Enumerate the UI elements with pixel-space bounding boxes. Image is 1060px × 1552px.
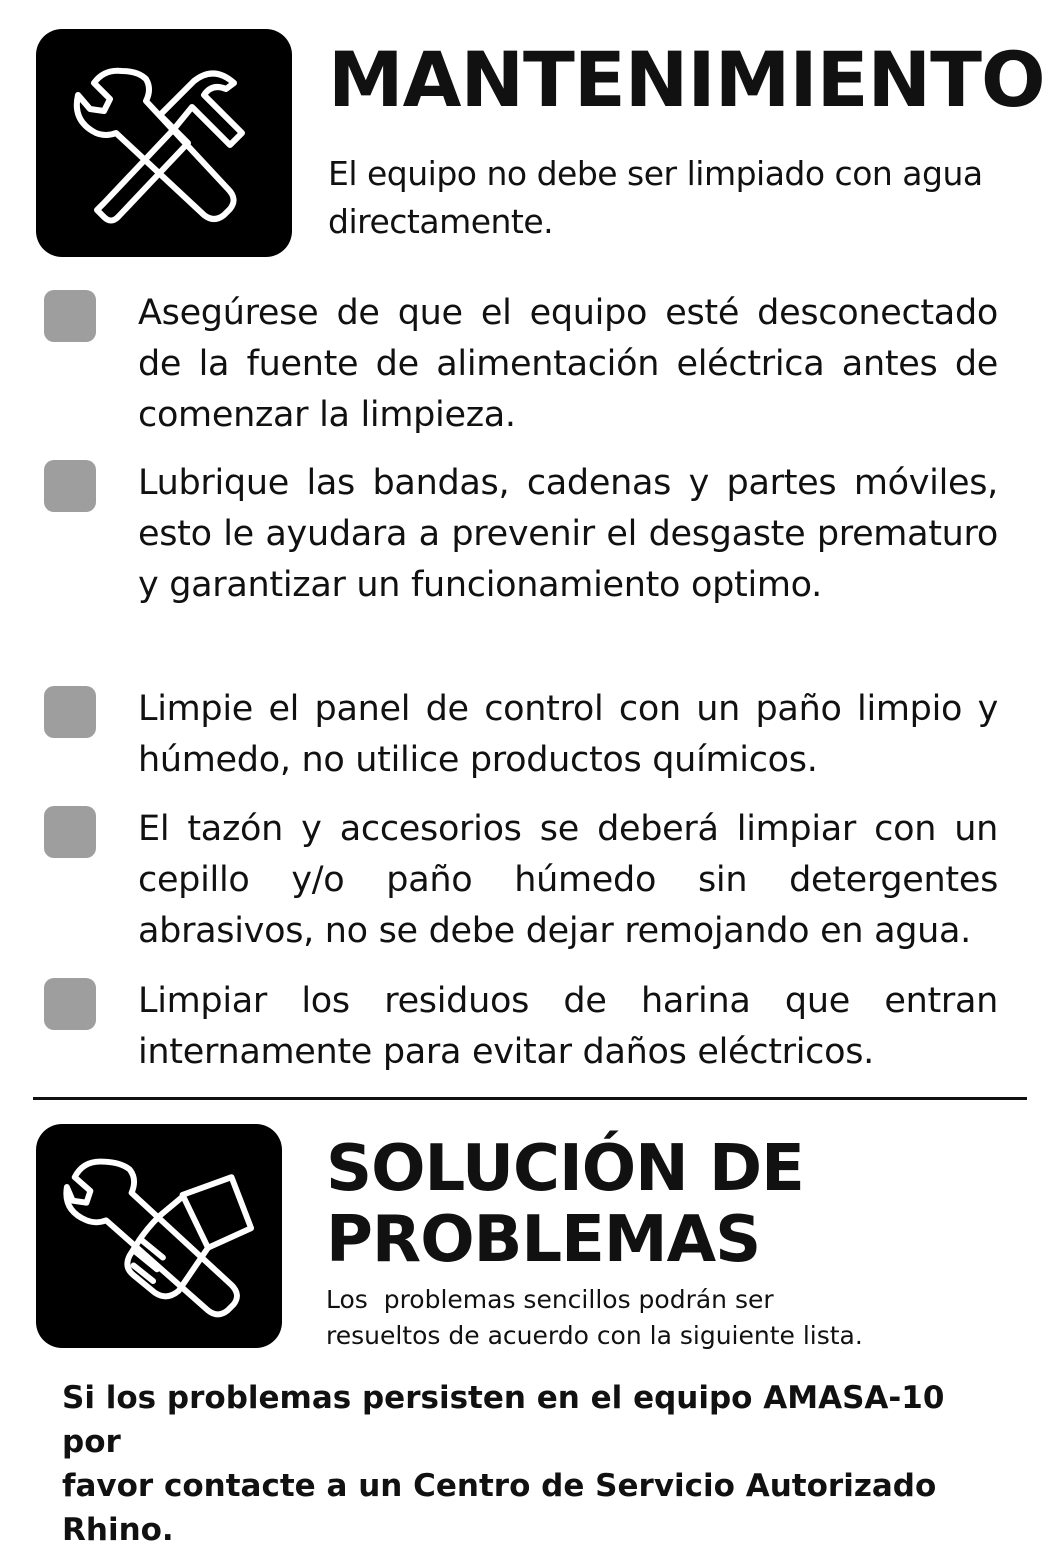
checkbox-bullet: [44, 290, 96, 342]
maintenance-icon-box: [36, 29, 292, 257]
checkbox-bullet: [44, 460, 96, 512]
troubleshooting-title-line1: SOLUCIÓN DE: [326, 1132, 804, 1206]
wrench-hammer-icon: [64, 43, 264, 243]
footer-line2: favor contacte a un Centro de Servicio Autorizado Rhino.: [62, 1468, 937, 1548]
list-item: [44, 976, 999, 1078]
list-item-text: Asegúrese de que el equipo esté desconectado de la fuente de alimentación eléctrica antes de comenzar la limpieza.: [138, 293, 998, 435]
checkbox-bullet: [44, 978, 96, 1030]
list-item-text: El tazón y accesorios se deberá limpiar con un cepillo y/o paño húmedo sin detergentes abrasivos, no se debe dejar remojando en agua.: [138, 809, 998, 951]
list-item: [44, 288, 999, 441]
troubleshooting-icon-box: [36, 1124, 282, 1348]
section-divider: [33, 1097, 1027, 1100]
list-item: [44, 804, 999, 957]
troubleshooting-title-line2: PROBLEMAS: [326, 1203, 761, 1277]
footer-line1: Si los problemas persisten en el equipo AMASA-10 por: [62, 1380, 945, 1460]
troubleshooting-subtitle-line1: Los problemas sencillos podrán ser: [326, 1285, 774, 1314]
footer-note: [62, 1376, 1012, 1552]
troubleshooting-subtitle-line2: resueltos de acuerdo con la siguiente lista.: [326, 1321, 863, 1350]
list-item-text: Lubrique las bandas, cadenas y partes móviles, esto le ayudara a prevenir el desgaste prematuro y garantizar un funcionamiento optimo.: [138, 463, 998, 605]
checkbox-bullet: [44, 686, 96, 738]
list-item: [44, 458, 999, 611]
maintenance-subtitle: El equipo no debe ser limpiado con agua directamente.: [328, 154, 983, 241]
list-item-text: Limpiar los residuos de harina que entran internamente para evitar daños eléctricos.: [138, 981, 998, 1072]
maintenance-title: MANTENIMIENTO: [328, 35, 1045, 124]
checkbox-bullet: [44, 806, 96, 858]
list-item-text: Limpie el panel de control con un paño limpio y húmedo, no utilice productos químicos.: [138, 689, 998, 780]
list-item: [44, 684, 999, 786]
hand-wrench-icon: [61, 1138, 257, 1334]
